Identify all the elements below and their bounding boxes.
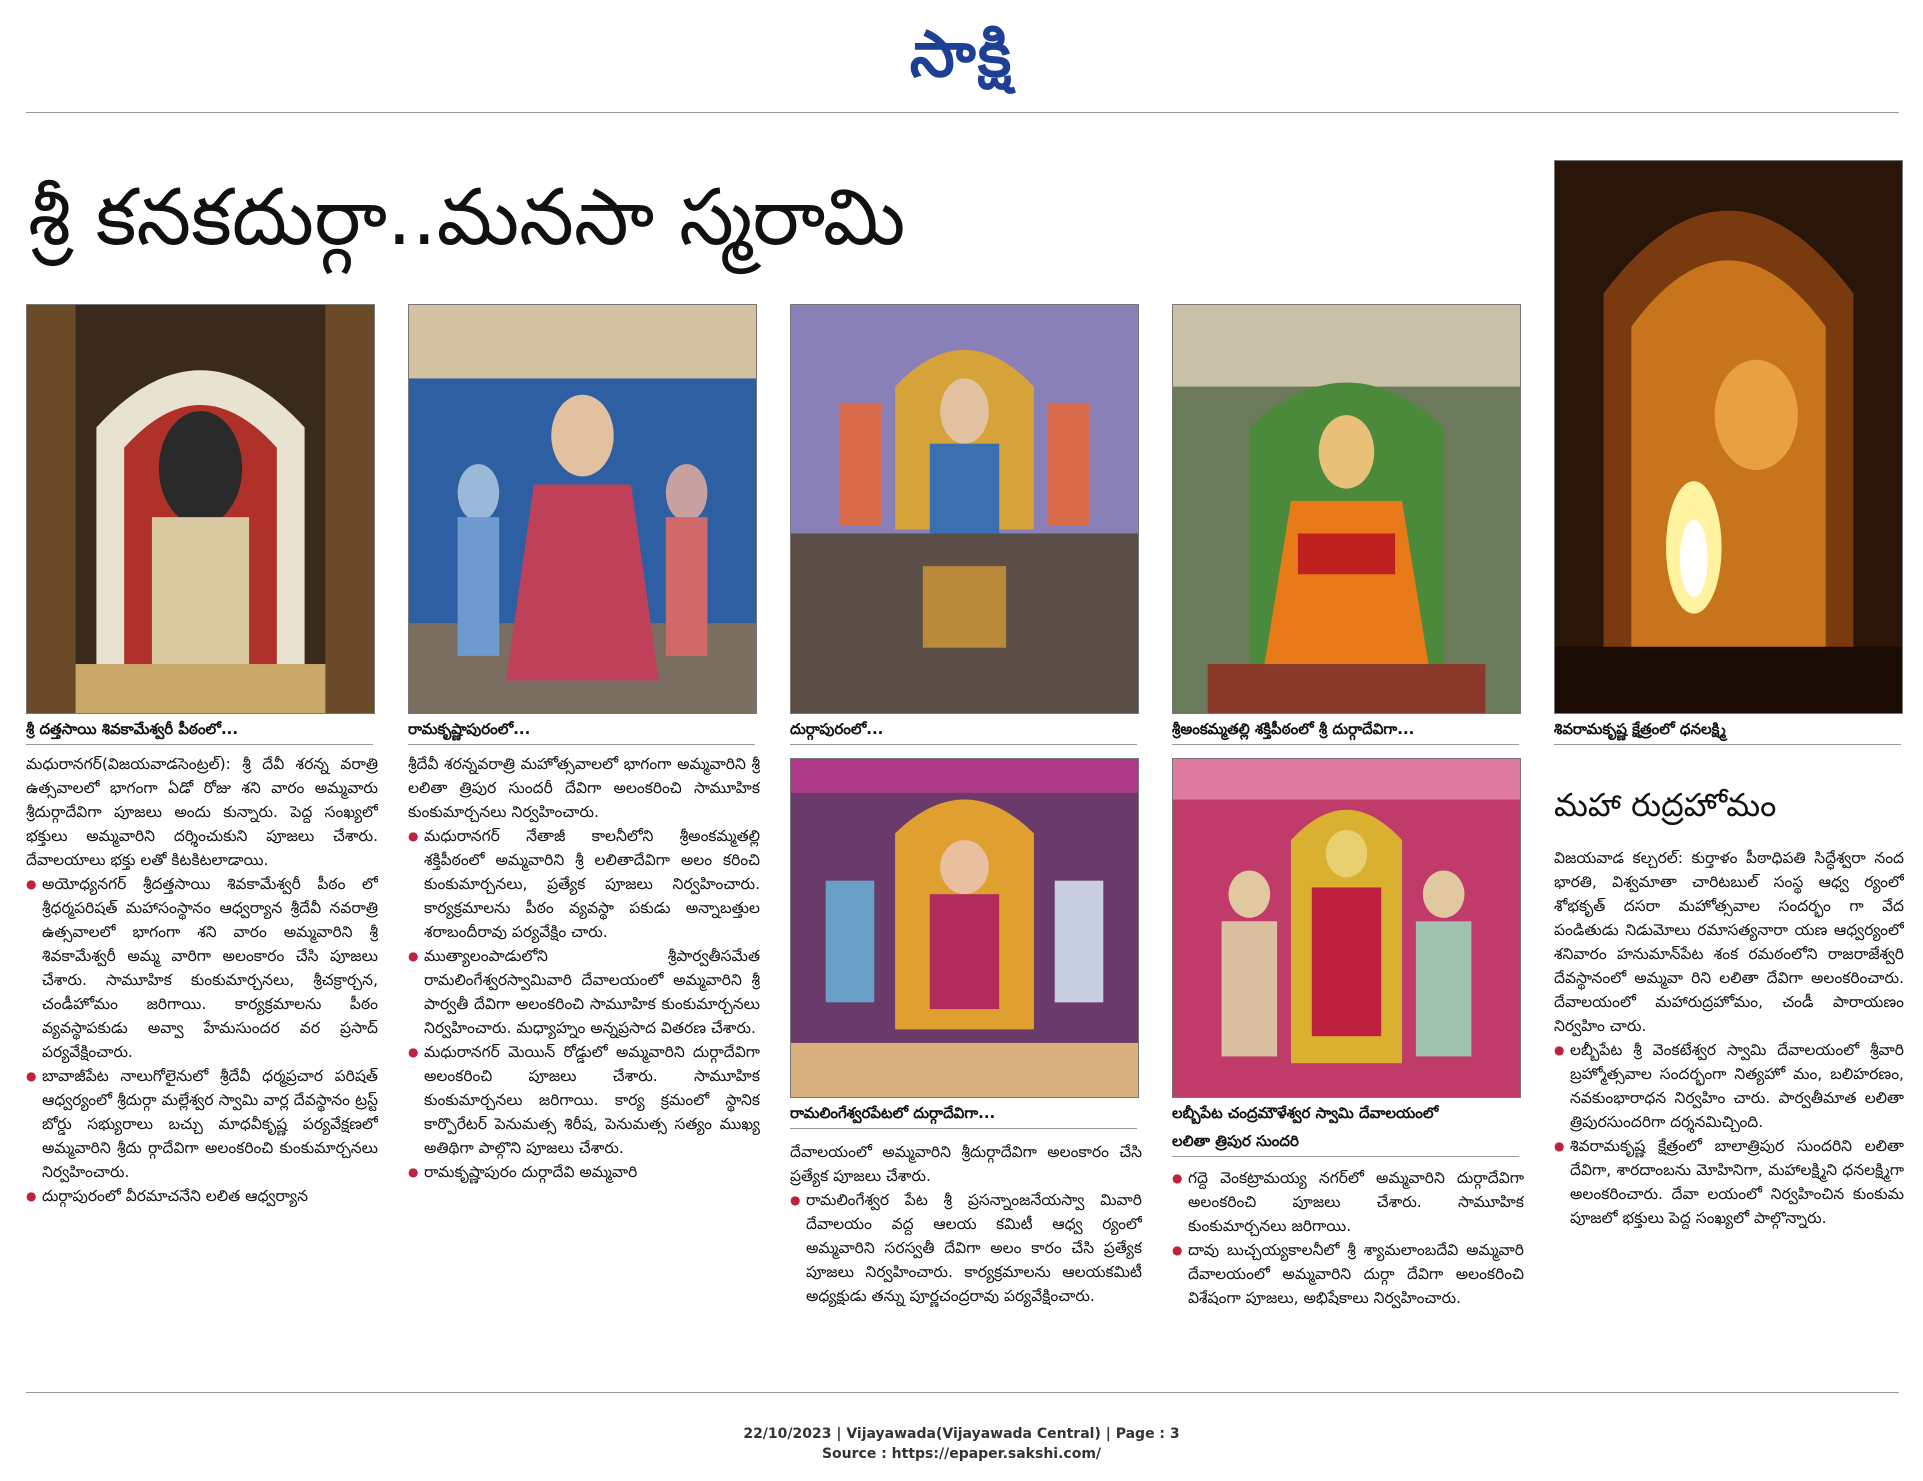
caption-rule-2 (408, 744, 755, 745)
article-paragraph: ● అయోధ్యనగర్ శ్రీదత్తసాయి శివకామేశ్వరీ పీఠం లో శ్రీధర్మపరిషత్ మహాసంస్థానం ఆధ్వర్యాన శ్రీదేవీ నవరాత్రి ఉత్సవాలలో భాగంగా శని వారం అమ్మవారిని శ్రీ శివకామేశ్వరీ అమ్మ వారిగా అలంకారం చేసి పూజలు చేశారు. సామూహిక కుంకుమార్చనలు, శ్రీచక్రార్చన, చండీహోమం జరిగాయి. కార్యక్రమాలను పీఠం వ్యవస్థాపకుడు అవ్వా హేమసుందర వర ప్రసాద్ పర్యవేక్షించారు. (26, 872, 378, 1064)
photo-image (1173, 759, 1520, 1097)
article-paragraph: ● శివరామకృష్ణ క్షేత్రంలో బాలాత్రిపుర సుందరిని లలితా దేవిగా, శారదాంబను మోహినిగా, మహాలక్ష్మిని ధనలక్ష్మిగా అలంకరించారు. దేవా లయంలో నిర్వహించిన కుంకుమ పూజలో భక్తులు పెద్ద సంఖ్యలో పాల్గొన్నారు. (1554, 1134, 1904, 1230)
article-column-2 (408, 752, 760, 1372)
article-column-1 (26, 752, 378, 1372)
bottom-rule (26, 1392, 1899, 1393)
photo-image (27, 305, 374, 713)
article-paragraph: ● గద్దె వెంకట్రామయ్య నగర్‌లో అమ్మవారిని దుర్గాదేవిగా అలంకరించి పూజలు చేశారు. సామూహిక కుంకుమార్చనలు జరిగాయి. (1172, 1166, 1524, 1238)
caption-photo-7-line2: లలితా త్రిపుర సుందరి (1172, 1132, 1299, 1150)
caption-photo-6: రామలింగేశ్వరపేటలో దుర్గాదేవిగా... (790, 1104, 996, 1122)
caption-rule-4 (1172, 744, 1519, 745)
article-paragraph: శ్రీదేవీ శరన్నవరాత్రి మహోత్సవాలలో భాగంగా అమ్మవారిని శ్రీ లలితా త్రిపుర సుందరీ దేవిగా అలంకరించి సామూహిక కుంకుమార్చనలు నిర్వహించారు. (408, 755, 760, 821)
photo-image (791, 759, 1138, 1097)
photo-ramakrishnapuram (408, 304, 757, 714)
article-column-3 (790, 1140, 1142, 1372)
article-paragraph: ● రామకృష్ణాపురం దుర్గాదేవి అమ్మవారి (408, 1160, 760, 1184)
caption-rule-1 (26, 744, 373, 745)
caption-rule-5 (1554, 744, 1901, 745)
caption-rule-6 (790, 1128, 1137, 1129)
article-paragraph: ● ముత్యాలంపాడులోని శ్రీపార్వతీసమేత రామలింగేశ్వరస్వామివారి దేవాలయంలో అమ్మవారిని శ్రీ పార్వతీ దేవిగా అలంకరించి సామూహిక కుంకుమార్చనలు నిర్వహించారు. మధ్యాహ్నం అన్నప్రసాద వితరణ చేశారు. (408, 944, 760, 1040)
caption-photo-3: దుర్గాపురంలో... (790, 720, 884, 738)
caption-photo-7-line1: లబ్బీపేట చంద్రమౌళేశ్వర స్వామి దేవాలయంలో (1172, 1104, 1439, 1122)
photo-durgapuram (790, 304, 1139, 714)
article-paragraph: ● మధురానగర్ మెయిన్ రోడ్డులో అమ్మవారిని దుర్గాదేవిగా అలంకరించి పూజలు చేశారు. సామూహిక కుంకుమార్చనలు జరిగాయి. కార్య క్రమంలో స్థానిక కార్పొరేటర్ పెనుమత్స శిరీష, పెనుమత్స సత్యం ముఖ్య అతిథిగా పాల్గొని పూజలు చేశారు. (408, 1040, 760, 1160)
footer-source-link[interactable]: Source : https://epaper.sakshi.com/ (821, 1446, 1102, 1462)
caption-rule-3 (790, 744, 1137, 745)
photo-labbipeta-chandramouleswara (1172, 758, 1521, 1098)
photo-ankammathalli-peetham (1172, 304, 1521, 714)
photo-image (1555, 161, 1902, 713)
photo-image (1173, 305, 1520, 713)
article-column-5 (1554, 846, 1904, 1372)
article-paragraph: ● దావు బుచ్చయ్యకాలనీలో శ్రీ శ్యామలాంబదేవి అమ్మవారి దేవాలయంలో అమ్మవారిని దుర్గా దేవిగా అలంకరించి విశేషంగా పూజలు, అభిషేకాలు నిర్వహించారు. (1172, 1238, 1524, 1310)
article-column-4 (1172, 1166, 1524, 1372)
caption-photo-1: శ్రీ దత్తసాయి శివకామేశ్వరీ పీఠంలో... (26, 720, 239, 738)
page-headline: శ్రీ కనకదుర్గా..మనసా స్మరామి (28, 173, 906, 263)
photo-ramalingeswarapeta (790, 758, 1139, 1098)
caption-photo-5: శివరామకృష్ణ క్షేత్రంలో ధనలక్ష్మి (1554, 720, 1726, 738)
masthead (0, 18, 1923, 107)
article-paragraph: ● దుర్గాపురంలో వీరమాచనేని లలిత ఆధ్వర్యాన (26, 1184, 378, 1208)
article-paragraph: ● లబ్బీపేట శ్రీ వెంకటేశ్వర స్వామి దేవాలయంలో శ్రీవారి బ్రహ్మోత్సవాల సందర్భంగా నిత్యహో మం, బలిహరణం, నవకుంభారాధన నిర్వహిం చారు. పార్వతీమాత లలితా త్రిపురసుందరిగా దర్శనమిచ్చింది. (1554, 1038, 1904, 1134)
caption-photo-4: శ్రీఅంకమ్మతల్లి శక్తిపీఠంలో శ్రీ దుర్గాదేవిగా... (1172, 720, 1415, 738)
caption-photo-2: రామకృష్ణాపురంలో... (408, 720, 531, 738)
photo-datta-sai-peetham (26, 304, 375, 714)
masthead-logo: సాక్షి (909, 18, 1014, 92)
article-paragraph: మధురానగర్(విజయవాడసెంట్రల్): శ్రీ దేవీ శరన్న వరాత్రి ఉత్సవాలలో భాగంగా ఏడో రోజు శని వారం అమ్మవారు శ్రీదుర్గాదేవిగా పూజలు అందు కున్నారు. పెద్ద సంఖ్యలో భక్తులు అమ్మవారిని దర్శించుకుని పూజలు చేశారు. దేవాలయాలు భక్తు లతో కిటకిటలాడాయి. (26, 755, 378, 869)
top-rule (26, 112, 1899, 113)
footer-date-edition: 22/10/2023 | Vijayawada(Vijayawada Central) | Page : 3 (743, 1426, 1180, 1442)
article-paragraph: దేవాలయంలో అమ్మవారిని శ్రీదుర్గాదేవిగా అలంకారం చేసి ప్రత్యేక పూజలు చేశారు. (790, 1143, 1142, 1185)
page-footer (0, 1424, 1923, 1464)
article-paragraph: ● మధురానగర్ నేతాజీ కాలనీలోని శ్రీఅంకమ్మతల్లి శక్తిపీఠంలో అమ్మవారిని శ్రీ లలితాదేవిగా అలం కరించి కుంకుమార్చనలు, ప్రత్యేక పూజలు నిర్వహించారు. కార్యక్రమాలను పీఠం వ్యవస్థా పకుడు అన్నాబత్తుల శరాబందీరావు పర్యవేక్షిం చారు. (408, 824, 760, 944)
section-subhead: మహా రుద్రహోమం (1554, 786, 1777, 824)
article-paragraph: ● బావాజీపేట నాలుగోలైనులో శ్రీదేవీ ధర్మప్రచార పరిషత్ ఆధ్వర్యంలో శ్రీదుర్గా మల్లేశ్వర స్వామి వార్ల దేవస్థానం ట్రస్ట్ బోర్డు సభ్యురాలు బచ్చు మాధవీకృష్ణ పర్యవేక్షణలో అమ్మవారిని శ్రీదు ర్గాదేవిగా అలంకరించి కుంకుమార్చనలు నిర్వహించారు. (26, 1064, 378, 1184)
article-paragraph: ● రామలింగేశ్వర పేట శ్రీ ప్రసన్నాంజనేయస్వా మివారి దేవాలయం వద్ద ఆలయ కమిటీ ఆధ్వ ర్యంలో అమ్మవారిని సరస్వతీ దేవిగా అలం కారం చేసి ప్రత్యేక పూజలు నిర్వహించారు. కార్యక్రమాలను ఆలయకమిటీ అధ్యక్షుడు తన్ను పూర్ణచంద్రరావు పర్యవేక్షించారు. (790, 1188, 1142, 1308)
photo-image (791, 305, 1138, 713)
article-paragraph: విజయవాడ కల్చరల్: కుర్తాళం పీఠాధిపతి సిద్ధేశ్వరా నంద భారతి, విశ్వమాతా చారిటబుల్ సంస్థ ఆధ్వ ర్యంలో శోభకృత్ దసరా మహోత్సవాల సందర్భం గా వేద పండితుడు నిడుమోలు రమాసత్యనారా యణ ఆధ్వర్యంలో శనివారం హనుమాన్‌పేట శంక రమఠంలోని రాజరాజేశ్వరి దేవస్థానంలో అమ్మవా రిని లలితా దేవిగా అలంకరించారు. దేవాలయంలో మహారుద్రహోమం, చండీ పారాయణం నిర్వహిం చారు. (1554, 849, 1904, 1035)
caption-rule-7 (1172, 1156, 1519, 1157)
photo-image (409, 305, 756, 713)
photo-sivaramakrishna-kshetram (1554, 160, 1903, 714)
